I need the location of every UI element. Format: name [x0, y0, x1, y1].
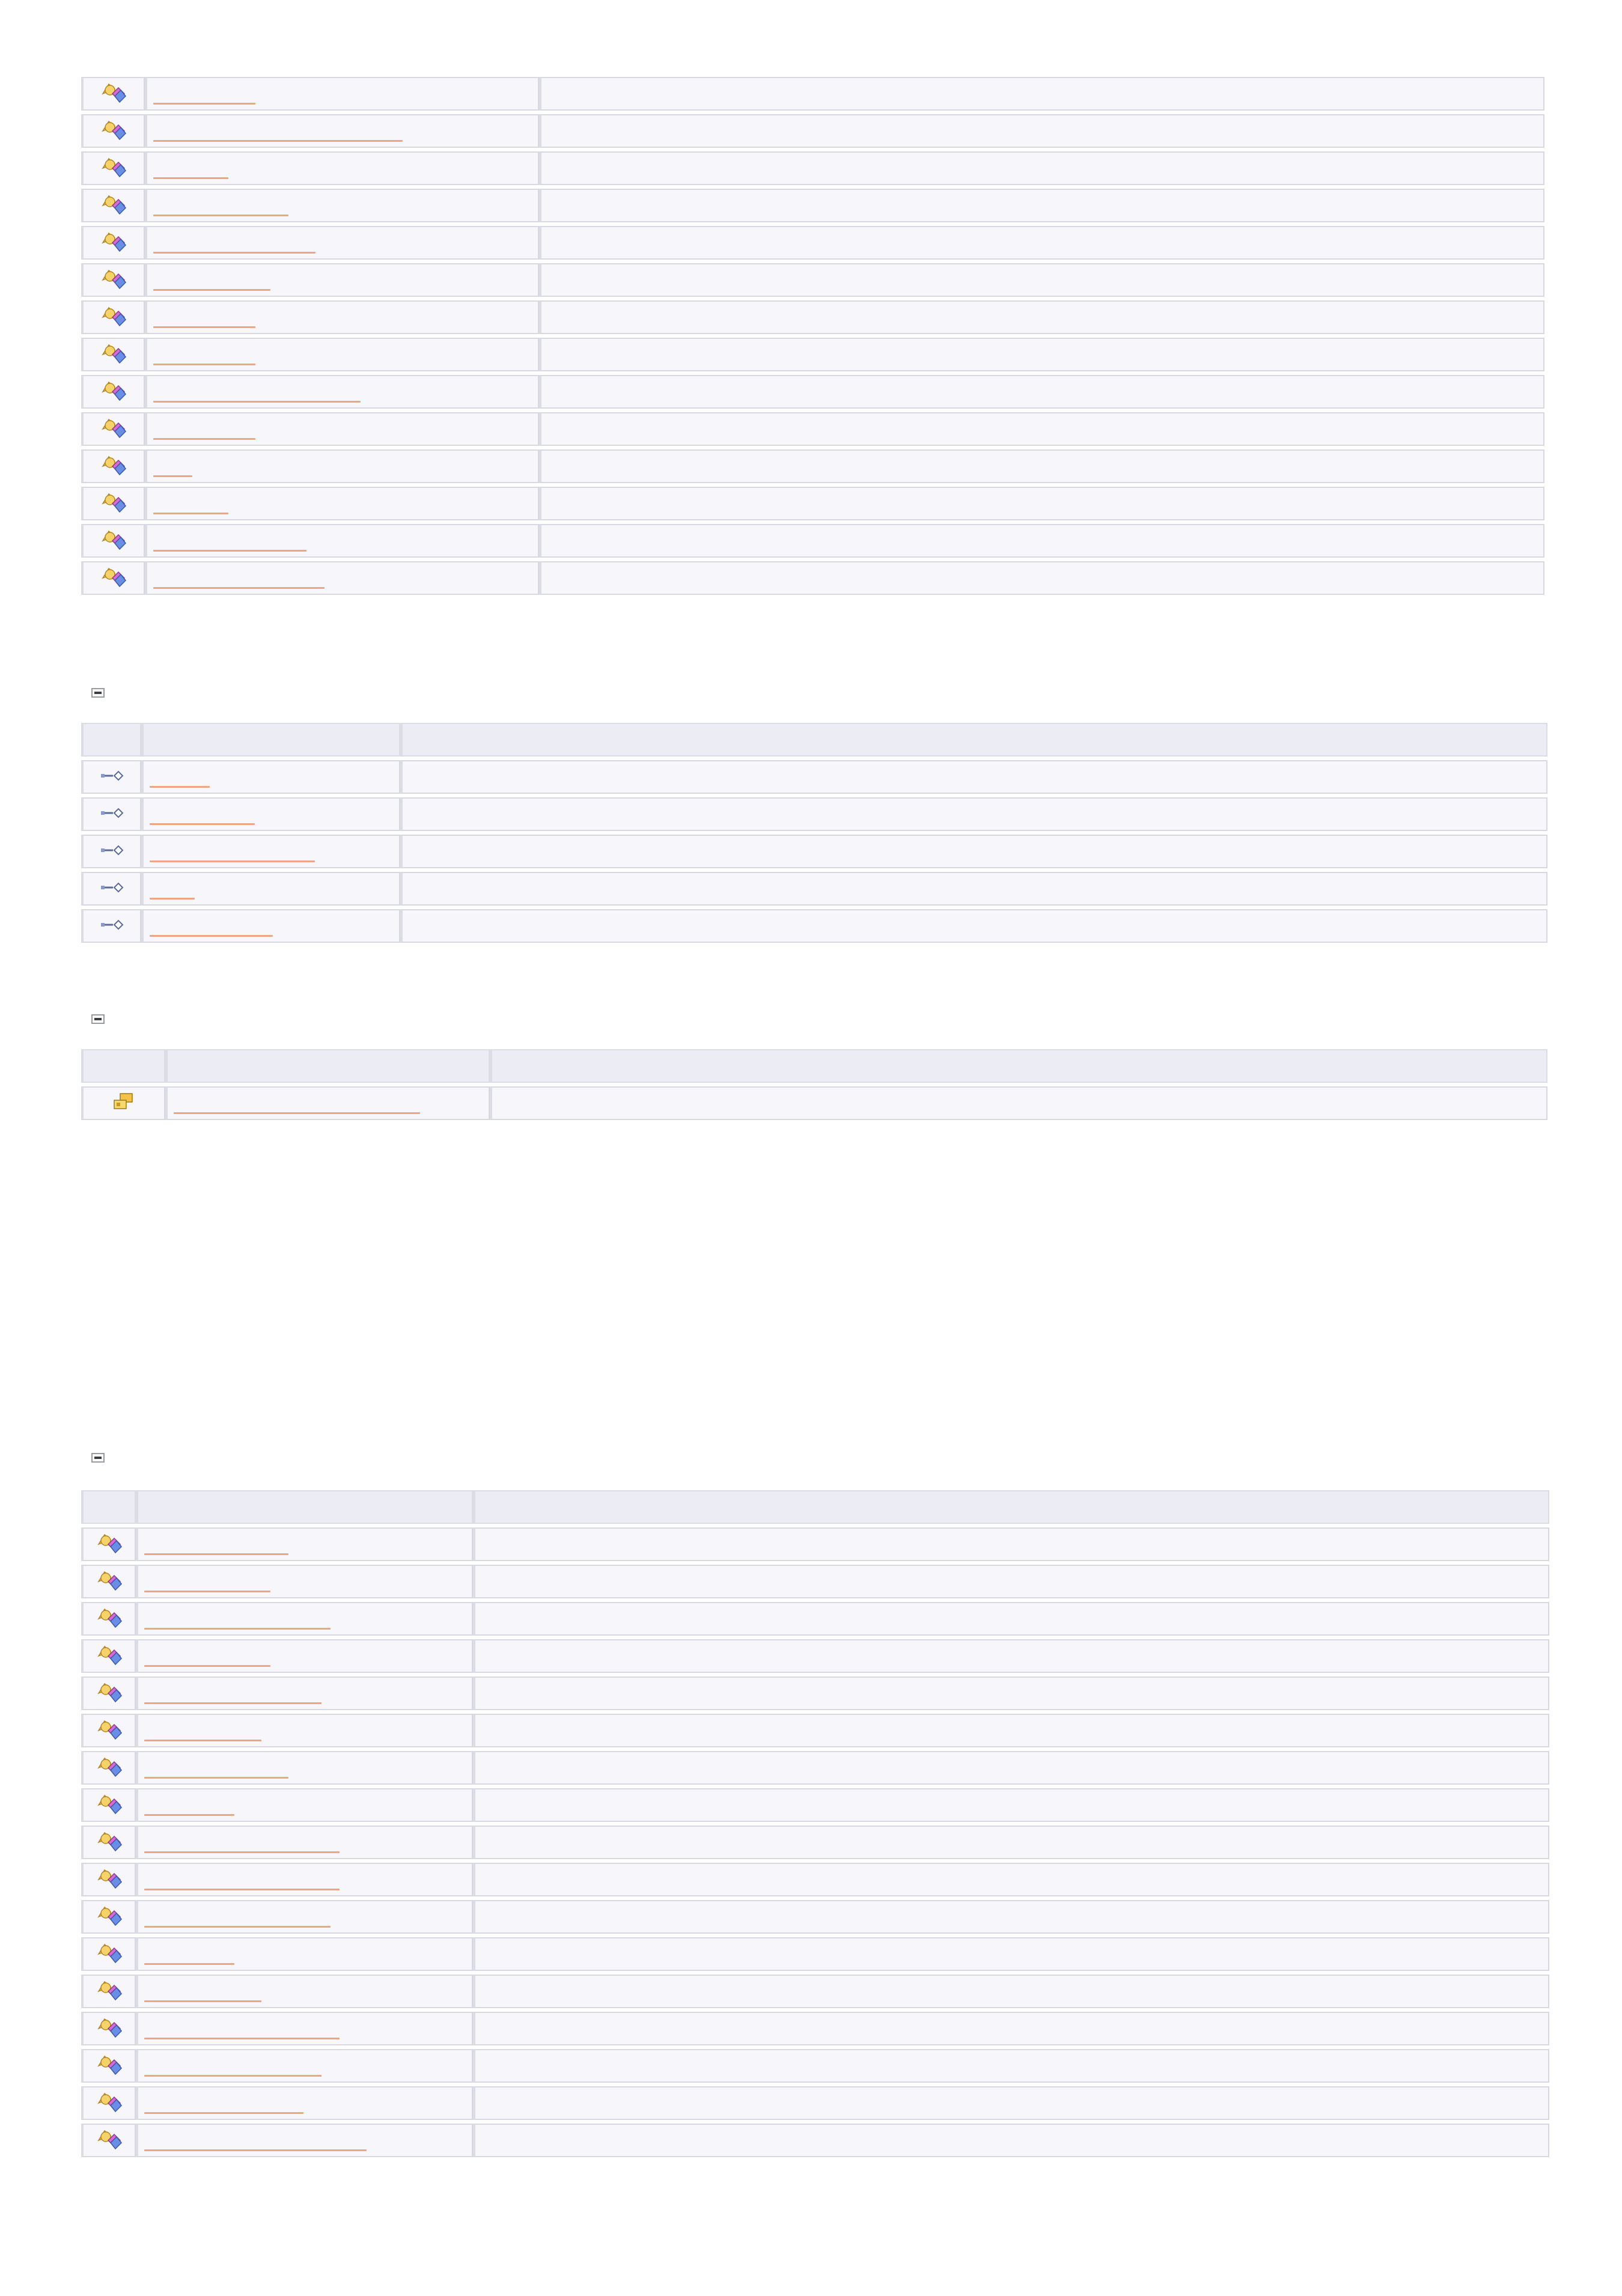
method-icon: [96, 1904, 123, 1931]
icon-cell: [81, 1714, 136, 1747]
header-icon-cell: [81, 723, 141, 757]
icon-cell: [81, 909, 141, 943]
icon-cell: [81, 1826, 136, 1859]
description-cell: [539, 338, 1544, 371]
name-cell: [145, 189, 539, 222]
table-row: [81, 1826, 1549, 1859]
name-cell: [145, 151, 539, 185]
table-row: [81, 2124, 1549, 2157]
description-cell: [473, 1826, 1549, 1859]
icon-cell: [81, 1639, 136, 1673]
icon-cell: [81, 338, 145, 371]
table-row: [81, 1639, 1549, 1673]
icon-cell: [81, 1751, 136, 1785]
member-link[interactable]: [150, 786, 210, 788]
description-cell: [539, 226, 1544, 260]
member-link[interactable]: [144, 1963, 234, 1965]
table-row: [81, 449, 1544, 483]
method-icon: [100, 416, 127, 443]
description-cell: [539, 375, 1544, 409]
methods-table-top: [81, 73, 1544, 598]
table-row: [81, 226, 1544, 260]
table-row: [81, 77, 1544, 111]
icon-cell: [81, 872, 141, 906]
method-icon: [100, 304, 127, 331]
name-cell: [136, 1639, 473, 1673]
description-cell: [473, 1975, 1549, 2008]
member-link[interactable]: [153, 475, 192, 477]
member-link[interactable]: [144, 2112, 303, 2114]
description-cell: [539, 561, 1544, 595]
name-cell: [136, 1975, 473, 2008]
description-cell: [400, 797, 1547, 831]
icon-cell: [81, 189, 145, 222]
events-table: [81, 1046, 1547, 1124]
name-cell: [136, 2086, 473, 2120]
member-link[interactable]: [144, 1740, 261, 1741]
method-icon: [96, 1829, 123, 1856]
icon-cell: [81, 1565, 136, 1598]
name-cell: [136, 1751, 473, 1785]
method-icon: [96, 1568, 123, 1595]
name-cell: [145, 300, 539, 334]
member-link[interactable]: [144, 2000, 261, 2002]
description-cell: [473, 1639, 1549, 1673]
member-link[interactable]: [144, 1777, 288, 1779]
name-cell: [136, 1602, 473, 1636]
member-link[interactable]: [153, 401, 361, 403]
method-icon: [96, 1643, 123, 1670]
table-row: [81, 909, 1547, 943]
table-header-row: [81, 1049, 1547, 1083]
method-icon: [96, 1680, 123, 1707]
table-row: [81, 1788, 1549, 1822]
description-cell: [539, 300, 1544, 334]
method-icon: [96, 1792, 123, 1819]
icon-cell: [81, 449, 145, 483]
header-description-cell: [400, 723, 1547, 757]
icon-cell: [81, 2012, 136, 2045]
description-cell: [473, 1937, 1549, 1971]
icon-cell: [81, 797, 141, 831]
name-cell: [136, 1788, 473, 1822]
header-description-cell: [490, 1049, 1547, 1083]
header-icon-cell: [81, 1049, 165, 1083]
member-link[interactable]: [144, 1591, 270, 1592]
icon-cell: [81, 1602, 136, 1636]
field-icon: [99, 882, 125, 897]
table-header-row: [81, 1490, 1549, 1524]
method-icon: [100, 155, 127, 182]
name-cell: [136, 1714, 473, 1747]
description-cell: [473, 2086, 1549, 2120]
table-row: [81, 1900, 1549, 1934]
description-cell: [473, 1788, 1549, 1822]
method-icon: [100, 379, 127, 406]
icon-cell: [81, 760, 141, 794]
table-row: [81, 1863, 1549, 1896]
icon-cell: [81, 375, 145, 409]
description-cell: [473, 1714, 1549, 1747]
table-row: [81, 760, 1547, 794]
member-link[interactable]: [144, 1814, 234, 1816]
member-link[interactable]: [153, 215, 288, 216]
table-row: [81, 2086, 1549, 2120]
name-cell: [165, 1086, 490, 1120]
method-icon: [100, 230, 127, 257]
table-row: [81, 561, 1544, 595]
member-link[interactable]: [144, 1665, 270, 1667]
member-link[interactable]: [174, 1112, 420, 1114]
method-icon: [96, 1755, 123, 1782]
description-cell: [473, 2049, 1549, 2083]
name-cell: [141, 835, 400, 868]
member-link[interactable]: [153, 289, 270, 291]
name-cell: [136, 1676, 473, 1710]
table-row: [81, 487, 1544, 520]
header-name-cell: [165, 1049, 490, 1083]
icon-cell: [81, 2086, 136, 2120]
member-link[interactable]: [144, 1889, 340, 1890]
header-name-cell: [136, 1490, 473, 1524]
icon-cell: [81, 1527, 136, 1561]
method-icon: [96, 1531, 123, 1558]
icon-cell: [81, 77, 145, 111]
method-icon: [96, 2127, 123, 2154]
description-cell: [539, 412, 1544, 446]
collapse-icon[interactable]: [91, 1014, 105, 1024]
member-link[interactable]: [153, 140, 403, 142]
icon-cell: [81, 1937, 136, 1971]
table-row: [81, 375, 1544, 409]
method-icon: [100, 528, 127, 555]
member-link[interactable]: [144, 2075, 322, 2077]
description-cell: [473, 2012, 1549, 2045]
table-row: [81, 412, 1544, 446]
member-link[interactable]: [150, 898, 195, 900]
member-link[interactable]: [144, 2149, 367, 2151]
name-cell: [145, 561, 539, 595]
member-link[interactable]: [150, 823, 255, 825]
method-icon: [96, 2015, 123, 2042]
table-row: [81, 263, 1544, 297]
method-icon: [100, 341, 127, 368]
member-link[interactable]: [153, 438, 255, 440]
description-cell: [473, 1602, 1549, 1636]
table-row: [81, 1086, 1547, 1120]
description-cell: [473, 1751, 1549, 1785]
fields-table: [81, 719, 1547, 946]
name-cell: [141, 909, 400, 943]
member-link[interactable]: [153, 550, 306, 552]
description-cell: [400, 835, 1547, 868]
icon-cell: [81, 1086, 165, 1120]
field-icon: [99, 919, 125, 934]
name-cell: [136, 2012, 473, 2045]
icon-cell: [81, 524, 145, 558]
name-cell: [136, 2124, 473, 2157]
methods-bottom-body: [81, 1527, 1549, 2157]
icon-cell: [81, 226, 145, 260]
table-row: [81, 872, 1547, 906]
member-link[interactable]: [144, 2038, 340, 2039]
icon-cell: [81, 263, 145, 297]
table-row: [81, 835, 1547, 868]
member-link[interactable]: [153, 326, 255, 328]
table-row: [81, 1527, 1549, 1561]
name-cell: [141, 760, 400, 794]
icon-cell: [81, 412, 145, 446]
name-cell: [145, 77, 539, 111]
description-cell: [539, 487, 1544, 520]
method-icon: [100, 81, 127, 108]
table-row: [81, 1751, 1549, 1785]
icon-cell: [81, 1900, 136, 1934]
name-cell: [136, 1863, 473, 1896]
member-link[interactable]: [153, 103, 255, 105]
name-cell: [136, 1527, 473, 1561]
name-cell: [145, 263, 539, 297]
name-cell: [136, 2049, 473, 2083]
description-cell: [400, 872, 1547, 906]
table-row: [81, 1937, 1549, 1971]
name-cell: [136, 1900, 473, 1934]
method-icon: [96, 1978, 123, 2005]
icon-cell: [81, 2049, 136, 2083]
member-link[interactable]: [153, 513, 228, 514]
name-cell: [136, 1937, 473, 1971]
table-row: [81, 114, 1544, 148]
header-description-cell: [473, 1490, 1549, 1524]
name-cell: [145, 449, 539, 483]
table-row: [81, 1602, 1549, 1636]
icon-cell: [81, 300, 145, 334]
method-icon: [96, 2090, 123, 2117]
header-icon-cell: [81, 1490, 136, 1524]
field-icon: [99, 807, 125, 822]
method-icon: [96, 1717, 123, 1744]
description-cell: [400, 909, 1547, 943]
description-cell: [539, 189, 1544, 222]
name-cell: [136, 1565, 473, 1598]
name-cell: [145, 524, 539, 558]
member-link[interactable]: [153, 587, 325, 589]
member-link[interactable]: [150, 935, 273, 937]
name-cell: [141, 797, 400, 831]
name-cell: [145, 338, 539, 371]
icon-cell: [81, 1676, 136, 1710]
description-cell: [539, 263, 1544, 297]
description-cell: [473, 1900, 1549, 1934]
member-link[interactable]: [153, 364, 255, 365]
table-row: [81, 1975, 1549, 2008]
method-icon: [96, 2053, 123, 2080]
name-cell: [141, 872, 400, 906]
description-cell: [539, 114, 1544, 148]
icon-cell: [81, 1863, 136, 1896]
field-icon: [99, 770, 125, 785]
icon-cell: [81, 151, 145, 185]
description-cell: [473, 1676, 1549, 1710]
description-cell: [490, 1086, 1547, 1120]
icon-cell: [81, 487, 145, 520]
method-icon: [96, 1941, 123, 1968]
methods-top-body: [81, 77, 1544, 595]
table-row: [81, 338, 1544, 371]
table-row: [81, 2049, 1549, 2083]
description-cell: [473, 2124, 1549, 2157]
member-link[interactable]: [144, 1702, 322, 1704]
description-cell: [400, 760, 1547, 794]
table-header-row: [81, 723, 1547, 757]
table-row: [81, 300, 1544, 334]
description-cell: [539, 151, 1544, 185]
table-row: [81, 1714, 1549, 1747]
table-row: [81, 1676, 1549, 1710]
method-icon: [100, 453, 127, 480]
name-cell: [145, 375, 539, 409]
table-row: [81, 189, 1544, 222]
header-name-cell: [141, 723, 400, 757]
name-cell: [145, 487, 539, 520]
name-cell: [136, 1826, 473, 1859]
table-row: [81, 524, 1544, 558]
member-link[interactable]: [144, 1851, 340, 1853]
icon-cell: [81, 114, 145, 148]
member-link[interactable]: [144, 1628, 331, 1630]
fields-body: [81, 760, 1547, 943]
member-link[interactable]: [144, 1553, 288, 1555]
description-cell: [539, 524, 1544, 558]
icon-cell: [81, 1788, 136, 1822]
description-cell: [539, 449, 1544, 483]
methods-table-bottom: [81, 1487, 1549, 2161]
collapse-icon[interactable]: [91, 688, 105, 698]
method-icon: [100, 267, 127, 294]
method-icon: [96, 1866, 123, 1893]
events-body: [81, 1086, 1547, 1120]
member-link[interactable]: [153, 252, 316, 254]
description-cell: [473, 1527, 1549, 1561]
icon-cell: [81, 1975, 136, 2008]
name-cell: [145, 114, 539, 148]
collapse-icon[interactable]: [91, 1453, 105, 1463]
method-icon: [96, 1606, 123, 1633]
method-icon: [100, 192, 127, 219]
table-row: [81, 2012, 1549, 2045]
method-icon: [100, 490, 127, 517]
name-cell: [145, 226, 539, 260]
member-link[interactable]: [144, 1926, 331, 1928]
icon-cell: [81, 561, 145, 595]
member-link[interactable]: [153, 177, 228, 179]
event-icon: [111, 1092, 137, 1115]
method-icon: [100, 118, 127, 145]
member-link[interactable]: [150, 860, 315, 862]
table-row: [81, 1565, 1549, 1598]
method-icon: [100, 565, 127, 592]
table-row: [81, 797, 1547, 831]
icon-cell: [81, 835, 141, 868]
name-cell: [145, 412, 539, 446]
icon-cell: [81, 2124, 136, 2157]
description-cell: [473, 1565, 1549, 1598]
table-row: [81, 151, 1544, 185]
description-cell: [473, 1863, 1549, 1896]
field-icon: [99, 844, 125, 859]
description-cell: [539, 77, 1544, 111]
